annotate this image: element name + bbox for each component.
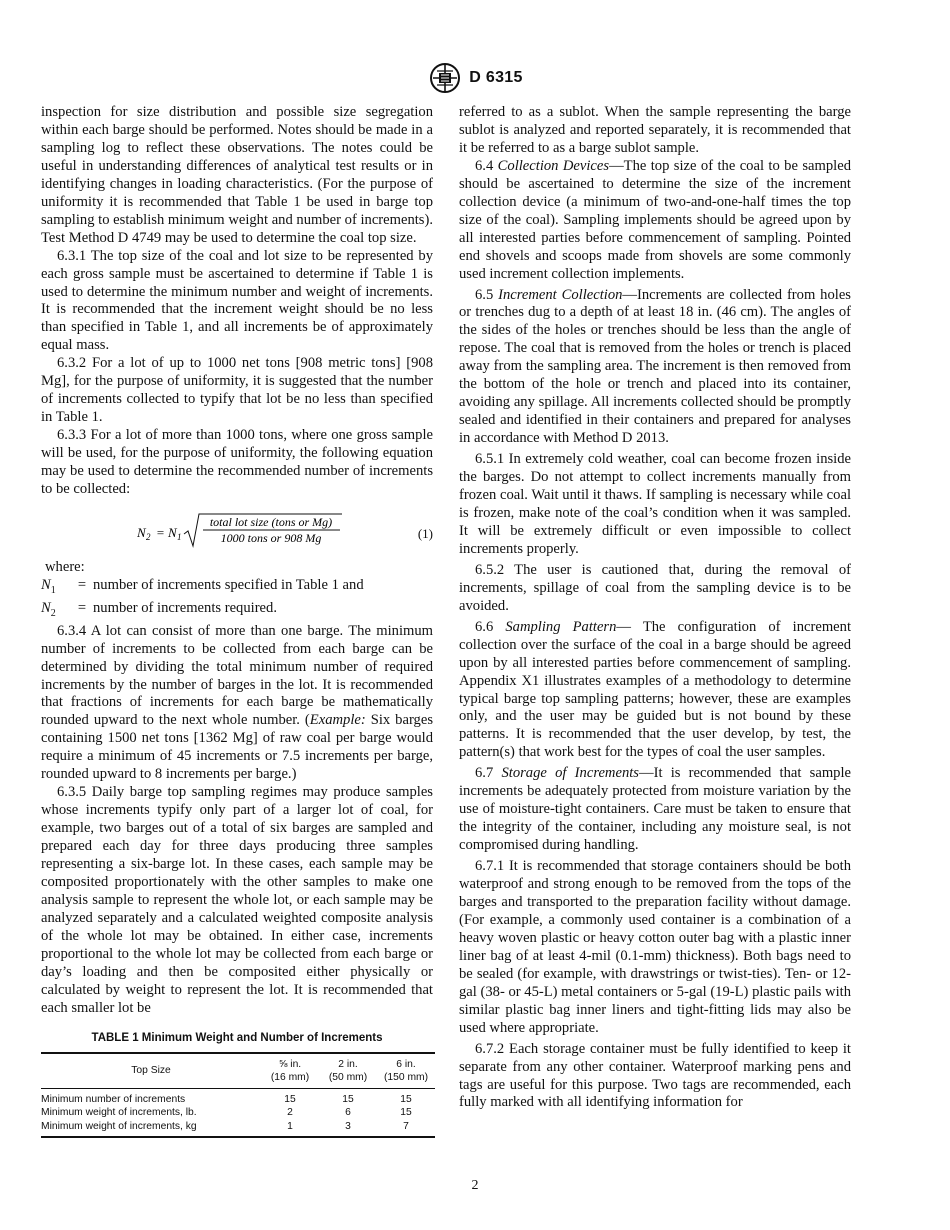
section-6-6: 6.6 Sampling Pattern— The configuration of increment collection over the surface of the coal in a barge should be agreed upon by all interested parties before commencement of sampling. Appendix X1 illustrates examples of a methodology to determine typical barge top sampling patterns; however, these are examples only, and the user may be guided but is not bound by these patterns. It is recommended that the user develop, by test, the pattern(s) that work best for the types of coal the user samples. [459,618,851,761]
section-title: Increment Collection [498,286,623,303]
section-title: Storage of Increments [501,765,639,782]
table-cell: 15 [400,1107,412,1119]
standard-designation: D 6315 [469,69,523,86]
right-column [459,104,851,1112]
top-size-header: Top Size [131,1065,171,1077]
table-row [41,1120,435,1138]
table-title: TABLE 1 Minimum Weight and Number of Increments [91,1031,383,1044]
section-6-5-1: 6.5.1 In extremely cold weather, coal can become frozen inside the barges. Do not attempt to collect increments manually from frozen coal. Wait until it thaws. If sampling is necessary while coal is frozen, make note of the coal’s condition when it was sampled. It will be extremely difficult or even impossible to collect increments properly. [459,451,851,557]
table-cell: 3 [345,1120,351,1132]
row-label: Minimum weight of increments, kg [41,1120,197,1132]
section-6-3-2: 6.3.2 For a lot of up to 1000 net tons [908 metric tons] [908 Mg], for the purpose of uniformity, it is suggested that the number of increments collected to typify that lot be no less than specified in Table 1. [41,355,433,426]
section-6-7-1: 6.7.1 It is recommended that storage containers should be both waterproof and strong enough to be removed from the tops of the barges and transported to the preparation facility without damage. (For example, a commonly used container is a combination of a heavy woven plastic or heavy cotton outer bag with a plastic inner liner bag of at least 4-mil (0.1-mm) thickness). Both bags need to be sealed (for example, with drawstrings or twist-ties). Ten- or 12-gal (38- or 45-L) metal containers or 5-gal (19-L) plastic pails with similar plastic bag inner liners and tight-fitting lids may also be used where appropriate. [459,858,851,1036]
eq-lhs-sub: 2 [146,531,151,542]
table-cell: 15 [400,1093,412,1105]
section-title: Collection Devices [497,157,610,174]
section-6-3-5: 6.3.5 Daily barge top sampling regimes may produce samples whose increments typify only part of a larger lot of coal, for example, two barges out of a total of six barges are sampled and prepared each day for three days producing three samples representing a six-barge lot. In these cases, each sample may be composited proportionately with the other samples to make one analysis sample to represent the whole lot, or each sample may be analyzed separately and a calculated weighted composite analysis of the whole lot may be obtained. In either case, increments proportional to the whole lot may be collected from each barge or day’s loading and then be composited either physically or calculated by weight to represent the lot. It is recommended that each smaller lot be [41,784,433,1016]
where-label: where: [45,558,85,575]
eq-coef-sub: 1 [177,531,182,542]
paragraph-continued-right: referred to as a sublot. When the sample representing the barge sublot is analyzed and reported separately, it is recommended that it be referred to as a barge sublot sample. [459,104,851,156]
section-6-3-4: 6.3.4 A lot can consist of more than one barge. The minimum number of increments to be collected from each barge can be determined by dividing the total minimum number of required increments by the number of barges in the lot. It is recommended that fractions of increments for each barge be mathematically rounded upward to the next whole number. (Example: Six barges containing 1500 net tons [1362 Mg] of raw coal per barge would require a minimum of 45 increments or 7.5 increments per barge, rounded upward to 8 increments per barge.) [41,622,433,783]
table-cell: 1 [287,1120,293,1132]
def-subscript: 1 [50,584,56,596]
equation-1 [41,506,433,556]
table-row [41,1106,435,1120]
definition-n1 [41,577,433,600]
def-equals: = [77,576,87,593]
table-cell: 6 [345,1107,351,1119]
eq-equals: = [156,524,165,540]
paragraph-continued: inspection for size distribution and possible size segregation within each barge should be performed. Notes should be made in a sampling log to reflect these observations. The notes could be useful in understanding differences of analytical test results or in identifying changes in loading characteristics. (For the purpose of uniformity it is recommended that Table 1 be used in barge top sampling to establish minimum weight and number of increments). Test Method D 4749 may be used to determine the coal top size. [41,104,433,246]
left-column [41,104,433,1138]
page-header [0,62,950,94]
row-label: Minimum number of increments [41,1093,186,1105]
example-label: Example: [309,712,366,729]
table-1 [41,1030,433,1138]
def-text: number of increments specified in Table 1 and [93,576,364,593]
section-6-4: 6.4 Collection Devices—The top size of the coal to be sampled should be ascertained to determine the size of the increment collection device (a minimum of two-and-one-half times the top size of the coal). Sampling implements should be agreed upon by all interested parties before commencement of sampling. Pointed end shovels and scoops made from shovels are some commonly used increment collection implements. [459,157,851,282]
table-cell: 15 [284,1093,296,1105]
def-text: number of increments required. [93,599,277,616]
def-equals: = [77,599,87,616]
eq-coef: N [168,524,177,540]
section-6-5-2: 6.5.2 The user is cautioned that, during the removal of increments, spillage of coal from the sampling device is to be avoided. [459,561,851,614]
table-row [41,1088,435,1106]
eq-numerator: total lot size (tons or Mg) [209,514,333,529]
table-header-row [41,1053,435,1089]
col-header-2: 2 in. (50 mm) [328,1058,368,1083]
row-label: Minimum weight of increments, lb. [41,1107,197,1119]
equation-svg [137,512,347,552]
section-6-3-1: 6.3.1 The top size of the coal and lot size to be represented by each gross sample must be ascertained to determine if Table 1 is used to determine the minimum number and weight of increments. It is recommended that the increment weight should be no less than specified in Table 1, and all increments be of approximately equal mass. [41,247,433,354]
table-cell: 2 [287,1107,293,1119]
def-symbol: N [41,576,51,593]
eq-denominator: 1000 tons or 908 Mg [220,530,322,545]
definition-n2 [41,600,433,623]
section-6-7-2: 6.7.2 Each storage container must be fully identified to keep it separate from any other container. Waterproof marking pens and tags are useful for this purpose. Two tags are recommended, each fully marked with all identifying information for [459,1040,851,1111]
astm-logo-icon [427,62,463,94]
equation-body [137,512,347,557]
increments-table [41,1052,435,1139]
def-subscript: 2 [50,607,56,619]
eq-lhs: N [137,524,146,540]
section-6-7: 6.7 Storage of Increments—It is recommended that sample increments be adequately protected from moisture variation by the use of moisture-tight containers. Care must be taken to ensure that the integrity of the container, including any moisture seal, is not compromised during handling. [459,765,852,854]
table-cell: 15 [342,1093,354,1105]
page-number: 2 [471,1178,479,1193]
col-header-1: ⅝ in. (16 mm) [270,1058,310,1083]
section-6-3-3: 6.3.3 For a lot of more than 1000 tons, where one gross sample will be used, for the purpose of uniformity, the following equation may be used to determine the recommended number of increments to be collected: [41,427,433,498]
section-6-5: 6.5 Increment Collection—Increments are collected from holes or trenches dug to a depth of at least 18 in. (46 cm). The angles of the sides of the holes or trenches should be less than the angle of repose. The coal that is removed from the holes or trench is placed away from the sampling area. The increment is then removed from the bottom of the hole or trench and placed into its container, avoiding any spillage. All increments collected should be promptly sealed and identified in their containers and prepared for analyses in accordance with Method D 2013. [459,286,851,447]
section-title: Sampling Pattern [505,618,617,635]
def-symbol: N [41,599,51,616]
col-header-3: 6 in. (150 mm) [383,1058,429,1083]
table-cell: 7 [403,1120,409,1132]
equation-number: (1) [417,525,433,541]
